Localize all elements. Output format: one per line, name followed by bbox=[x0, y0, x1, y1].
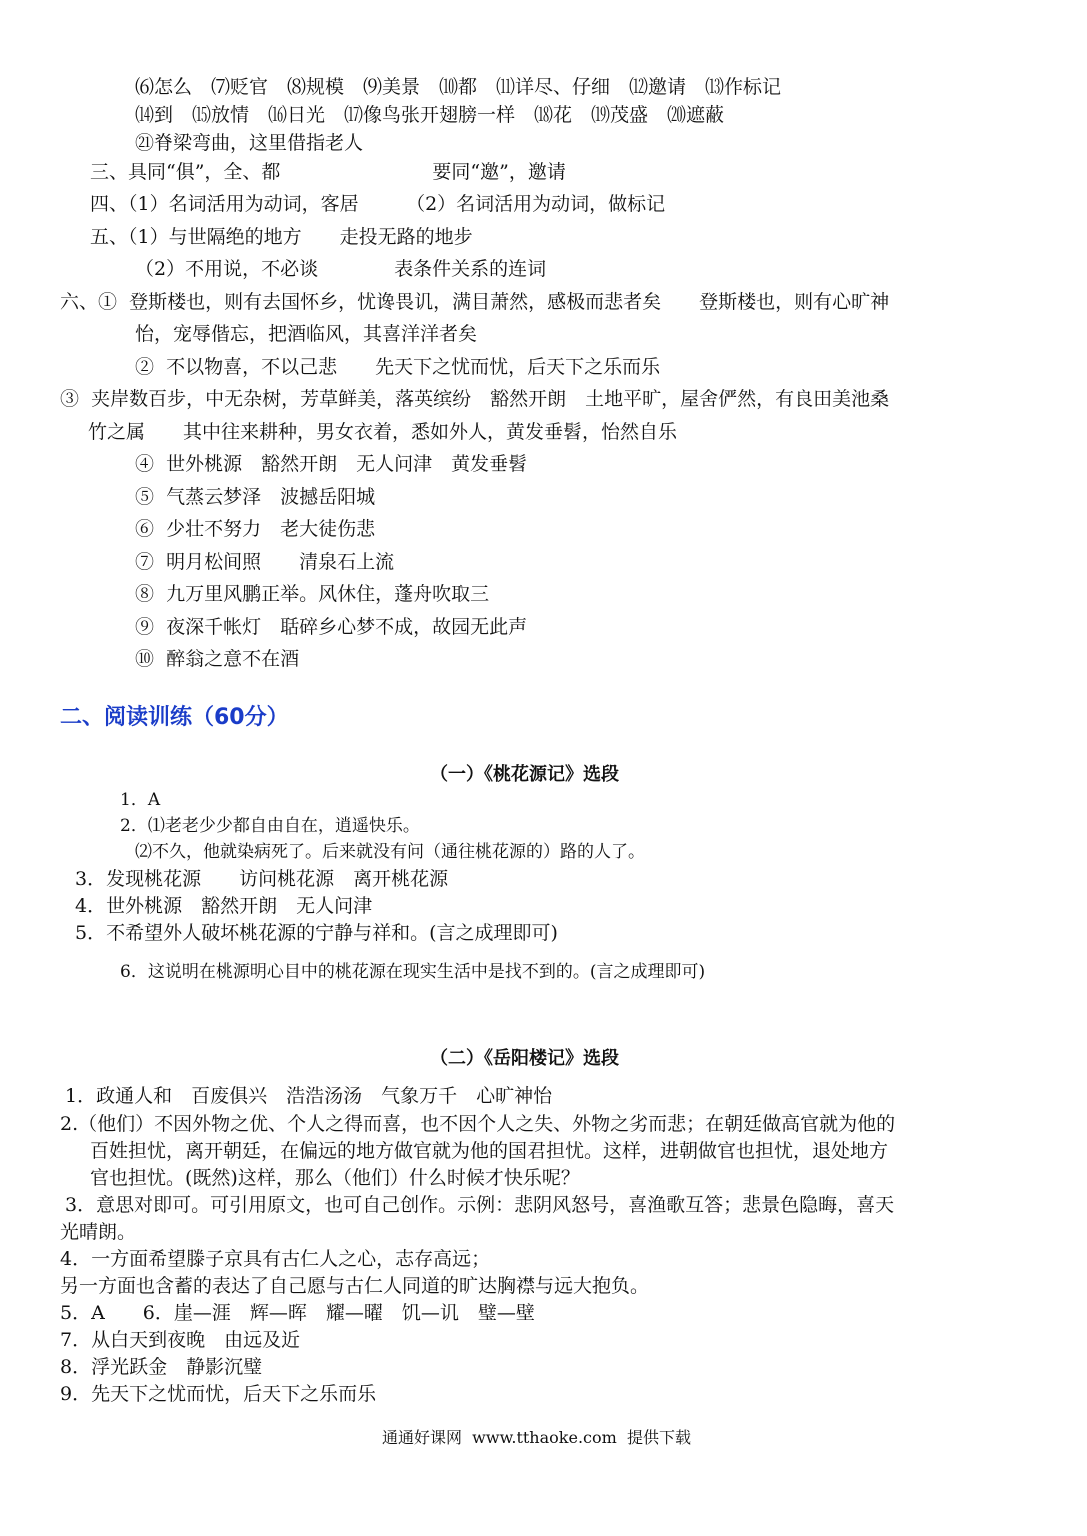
answer-6-2: ② 不以物喜，不以己悲 先天下之忧而忧，后天下之乐而乐 bbox=[135, 356, 661, 378]
subsection-title-yueyanglou: （二）《岳阳楼记》选段 bbox=[430, 1048, 619, 1069]
answer-6-6: ⑥ 少壮不努力 老大徒伤悲 bbox=[135, 518, 376, 540]
vocab-line-1: ⑹怎么 ⑺贬官 ⑻规模 ⑼美景 ⑽都 ⑾详尽、仔细 ⑿邀请 ⒀作标记 bbox=[135, 76, 782, 98]
s2-answer-7: 7．从白天到夜晚 由远及近 bbox=[60, 1329, 301, 1351]
answer-3: 三、具同“俱”，全、都 要同“邀”，邀请 bbox=[90, 161, 566, 183]
answer-4: 四、（1）名词活用为动词，客居 （2）名词活用为动词，做标记 bbox=[90, 193, 666, 215]
answer-6-3a: ③ 夹岸数百步，中无杂树，芳草鲜美，落英缤纷 豁然开朗 土地平旷，屋舍俨然，有良田美池桑 bbox=[60, 388, 890, 410]
subsection-title-taohuayuan: （一）《桃花源记》选段 bbox=[430, 764, 619, 785]
s1-answer-2b: ⑵不久，他就染病死了。后来就没有问（通往桃花源的）路的人了。 bbox=[135, 842, 645, 862]
vocab-line-3: ㉑脊梁弯曲，这里借指老人 bbox=[135, 132, 364, 154]
answer-6-7: ⑦ 明月松间照 清泉石上流 bbox=[135, 551, 395, 573]
section-heading-reading: 二、阅读训练（60分） bbox=[60, 705, 289, 730]
footer-download-note: 通通好课网 www.tthaoke.com 提供下载 bbox=[382, 1428, 691, 1447]
s2-answer-2b: 百姓担忧，离开朝廷，在偏远的地方做官就为他的国君担忧。这样，进朝做官也担忧，退处地方 bbox=[90, 1140, 889, 1162]
s1-answer-4: 4．世外桃源 豁然开朗 无人问津 bbox=[75, 895, 373, 917]
s1-answer-6: 6．这说明在桃源明心目中的桃花源在现实生活中是找不到的。(言之成理即可) bbox=[120, 962, 706, 982]
s2-answer-1: 1．政通人和 百废俱兴 浩浩汤汤 气象万千 心旷神怡 bbox=[65, 1085, 553, 1107]
s2-answer-4b: 另一方面也含蓄的表达了自己愿与古仁人同道的旷达胸襟与远大抱负。 bbox=[60, 1275, 650, 1297]
vocab-line-2: ⒁到 ⒂放情 ⒃日光 ⒄像鸟张开翅膀一样 ⒅花 ⒆茂盛 ⒇遮蔽 bbox=[135, 104, 725, 126]
answer-6-5: ⑤ 气蒸云梦泽 波撼岳阳城 bbox=[135, 486, 376, 508]
answer-6-4: ④ 世外桃源 豁然开朗 无人问津 黄发垂髫 bbox=[135, 453, 528, 475]
answer-6-1b: 怡，宠辱偕忘，把酒临风，其喜洋洋者矣 bbox=[135, 323, 478, 345]
answer-6-8: ⑧ 九万里风鹏正举。风休住，蓬舟吹取三 bbox=[135, 583, 490, 605]
s1-answer-1: 1．A bbox=[120, 790, 161, 810]
answer-6-9: ⑨ 夜深千帐灯 聒碎乡心梦不成，故园无此声 bbox=[135, 616, 528, 638]
answer-5b: （2）不用说，不必谈 表条件关系的连词 bbox=[135, 258, 547, 280]
s2-answer-9: 9．先天下之忧而忧，后天下之乐而乐 bbox=[60, 1383, 377, 1405]
s2-answer-4a: 4．一方面希望滕子京具有古仁人之心，志存高远； bbox=[60, 1248, 491, 1270]
s1-answer-3: 3．发现桃花源 访问桃花源 离开桃花源 bbox=[75, 868, 449, 890]
s2-answer-3b: 光晴朗。 bbox=[60, 1221, 137, 1243]
s2-answer-3a: 3．意思对即可。可引用原文，也可自己创作。示例：悲阴风怒号，喜渔歌互答；悲景色隐晦，喜天 bbox=[65, 1194, 895, 1216]
s2-answer-2c: 官也担忧。(既然)这样，那么（他们）什么时候才快乐呢？ bbox=[90, 1167, 580, 1189]
s1-answer-2a: 2．⑴老老少少都自由自在，逍遥快乐。 bbox=[120, 816, 420, 836]
s2-answer-2a: 2.（他们）不因外物之优、个人之得而喜，也不因个人之失、外物之劣而悲；在朝廷做高官就为他的 bbox=[60, 1113, 896, 1135]
s2-answer-5-6: 5．A 6．崖—涯 辉—晖 耀—曜 饥—讥 璧—壁 bbox=[60, 1302, 535, 1324]
answer-6-1a: 六、① 登斯楼也，则有去国怀乡，忧谗畏讥，满目萧然，感极而悲者矣 登斯楼也，则有心旷神 bbox=[60, 291, 890, 313]
answer-6-10: ⑩ 醉翁之意不在酒 bbox=[135, 648, 300, 670]
answer-5a: 五、（1）与世隔绝的地方 走投无路的地步 bbox=[90, 226, 473, 248]
answer-6-3b: 竹之属 其中往来耕种，男女衣着，悉如外人，黄发垂髫，怡然自乐 bbox=[88, 421, 678, 443]
s2-answer-8: 8．浮光跃金 静影沉璧 bbox=[60, 1356, 263, 1378]
s1-answer-5: 5．不希望外人破坏桃花源的宁静与祥和。(言之成理即可) bbox=[75, 922, 558, 944]
